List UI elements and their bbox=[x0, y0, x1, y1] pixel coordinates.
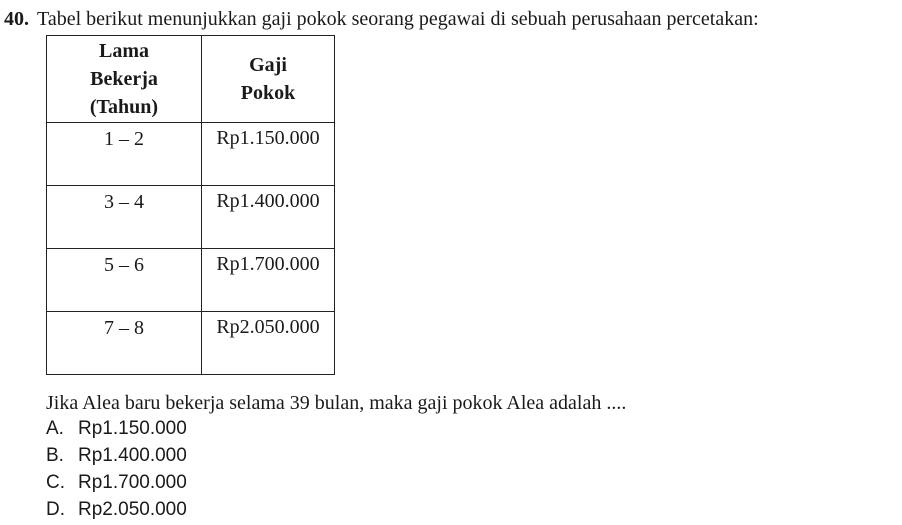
option-letter: C. bbox=[46, 472, 65, 493]
years-cell: 5 – 6 bbox=[47, 249, 202, 312]
header-years-line: (Tahun) bbox=[89, 96, 159, 118]
option-d[interactable] bbox=[46, 496, 187, 523]
salary-cell bbox=[202, 186, 335, 249]
years-cell: 1 – 2 bbox=[47, 123, 202, 186]
table-row bbox=[47, 123, 335, 186]
salary-table bbox=[46, 35, 335, 375]
header-years bbox=[47, 36, 202, 123]
option-text: Rp1.400.000 bbox=[78, 445, 187, 466]
years-cell: 3 – 4 bbox=[47, 186, 202, 249]
header-years-line: Bekerja bbox=[90, 68, 158, 90]
salary-value: Rp1.400.000 bbox=[216, 190, 320, 212]
option-a[interactable] bbox=[46, 415, 187, 442]
question-text: Jika Alea baru bekerja selama 39 bulan, maka gaji pokok Alea adalah .... bbox=[46, 392, 627, 414]
answer-options bbox=[46, 415, 187, 523]
table-row bbox=[47, 249, 335, 312]
salary-cell bbox=[202, 123, 335, 186]
salary-value: Rp1.700.000 bbox=[216, 253, 320, 275]
salary-cell bbox=[202, 312, 335, 375]
salary-value: Rp2.050.000 bbox=[216, 316, 320, 338]
years-cell: 7 – 8 bbox=[47, 312, 202, 375]
header-salary-line: Gaji bbox=[249, 54, 287, 76]
option-letter: A. bbox=[46, 418, 64, 439]
option-letter: D. bbox=[46, 499, 65, 520]
question-prompt: Tabel berikut menunjukkan gaji pokok seorang pegawai di sebuah perusahaan percetakan: bbox=[37, 8, 759, 30]
table-header-row bbox=[47, 36, 335, 123]
option-b[interactable] bbox=[46, 442, 187, 469]
question-number: 40. bbox=[4, 8, 29, 30]
table-row bbox=[47, 312, 335, 375]
option-text: Rp2.050.000 bbox=[78, 499, 187, 520]
header-salary bbox=[202, 36, 335, 123]
option-c[interactable] bbox=[46, 469, 187, 496]
option-text: Rp1.150.000 bbox=[78, 418, 187, 439]
question-header bbox=[4, 6, 759, 32]
option-letter: B. bbox=[46, 445, 64, 466]
header-years-line: Lama bbox=[99, 40, 149, 62]
salary-cell bbox=[202, 249, 335, 312]
salary-value: Rp1.150.000 bbox=[216, 127, 320, 149]
table-row bbox=[47, 186, 335, 249]
option-text: Rp1.700.000 bbox=[78, 472, 187, 493]
header-salary-line: Pokok bbox=[240, 82, 296, 104]
